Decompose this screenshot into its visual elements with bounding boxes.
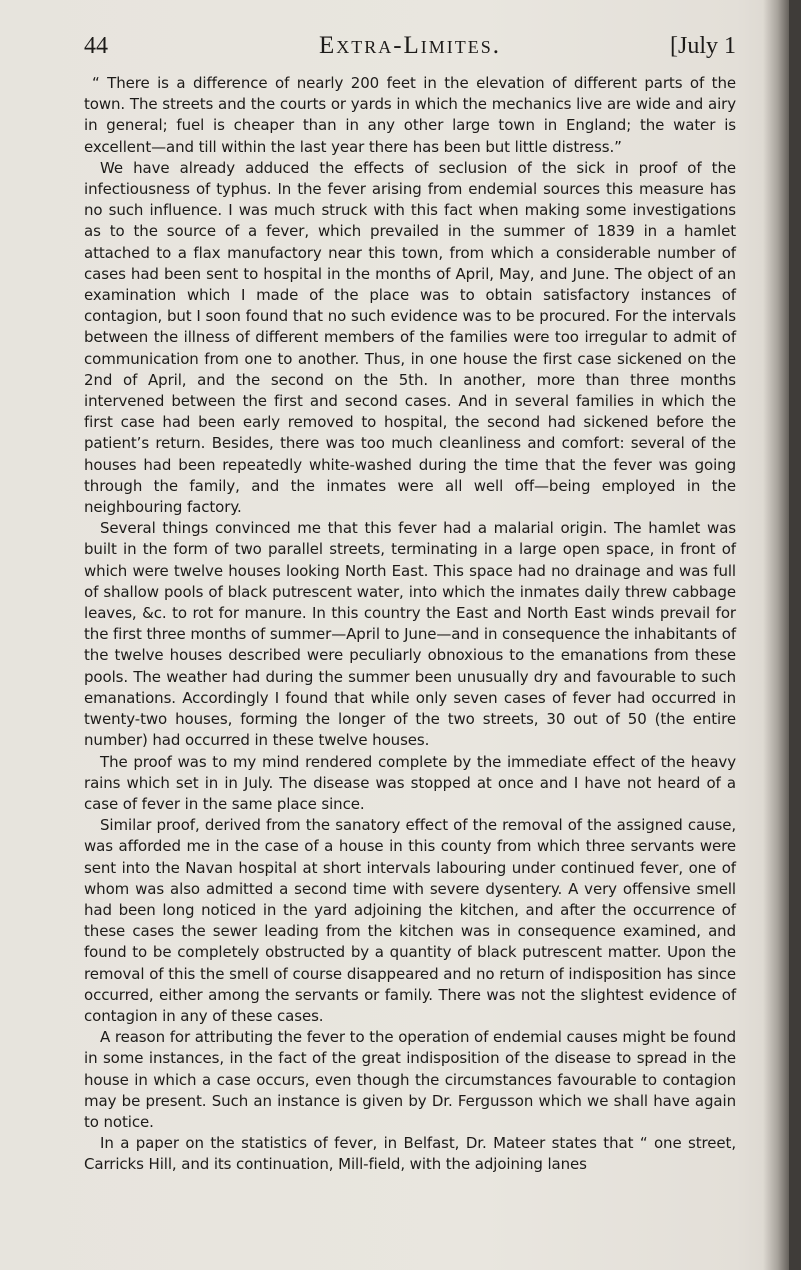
body-text <box>84 73 736 1176</box>
paragraph-2: We have already adduced the effects of seclusion of the sick in proof of the infectiousness of typhus. In the fever arising from endemial sources this measure has no such influence. I was much struck with this fact when making some investigations as to the source of a fever, which prevailed in the summer of 1839 in a hamlet attached to a flax manufactory near this town, from which a considerable number of cases had been sent to hospital in the months of April, May, and June. The object of an examination which I made of the place was to obtain satisfactory instances of contagion, but I soon found that no such evidence was to be procured. For the intervals between the illness of different members of the families were too irregular to admit of communication from one to another. Thus, in one house the first case sickened on the 2nd of April, and the second on the 5th. In another, more than three months intervened between the first and second cases. And in several families in which the first case had been early removed to hospital, the second had sickened before the patient’s return. Besides, there was too much cleanliness and comfort: several of the houses had been repeatedly white-washed during the time that the fever was going through the family, and the inmates were all well off—being employed in the neighbouring factory. <box>84 158 736 517</box>
paragraph-4: The proof was to my mind rendered complete by the immediate effect of the heavy rains which set in in July. The disease was stopped at once and I have not heard of a case of fever in the same place since. <box>84 752 736 813</box>
paragraph-6: A reason for attributing the fever to the operation of endemial causes might be found in some instances, in the fact of the great indisposition of the disease to spread in the house in which a case occurs, even though the circumstances favourable to contagion may be present. Such an instance is given by Dr. Fergusson which we shall have again to notice. <box>84 1028 736 1131</box>
running-head <box>84 28 736 64</box>
paragraph-3: Several things convinced me that this fever had a malarial origin. The hamlet was built in the form of two parallel streets, terminating in a large open space, in front of which were twelve houses looking North East. This space had no drainage and was full of shallow pools of black putrescent water, into which the inmates daily threw cabbage leaves, &c. to rot for manure. In this country the East and North East winds prevail for the first three months of summer—April to June—and in consequence the inhabitants of the twelve houses described were peculiarly obnoxious to the emanations from these pools. The weather had during the summer been unusually dry and favourable to such emanations. Accordingly I found that while only seven cases of fever had occurred in twenty-two houses, forming the longer of the two streets, 30 out of 50 (the entire number) had occurred in these twelve houses. <box>84 519 736 750</box>
page-title: Extra-Limites. <box>318 32 502 59</box>
page-number: 44 <box>84 33 108 59</box>
paragraph-1: “ There is a difference of nearly 200 feet in the elevation of different parts of the town. The streets and the courts or yards in which the mechanics live are wide and airy in general; fuel is cheaper than in any other large town in England; the water is excellent—and till within the last year there has been but little distress.” <box>84 74 736 156</box>
paragraph-7: In a paper on the statistics of fever, in Belfast, Dr. Mateer states that “ one street, Carricks Hill, and its continuation, Mill-field, with the adjoining lanes <box>84 1134 736 1174</box>
binding-edge <box>789 0 801 1270</box>
issue-date: [July 1 <box>670 33 736 59</box>
paragraph-5: Similar proof, derived from the sanatory effect of the removal of the assigned cause, was afforded me in the case of a house in this county from which three servants were sent into the Navan hospital at short intervals labouring under continued fever, one of whom was also admitted a second time with severe dysentery. A very offensive smell had been long noticed in the yard adjoining the kitchen, and after the occurrence of these cases the sewer leading from the kitchen was in consequence examined, and found to be completely obstructed by a quantity of black putrescent matter. Upon the removal of this the smell of course disappeared and no return of indisposition has since occurred, either among the servants or family. There was not the slightest evidence of contagion in any of these cases. <box>84 816 736 1025</box>
